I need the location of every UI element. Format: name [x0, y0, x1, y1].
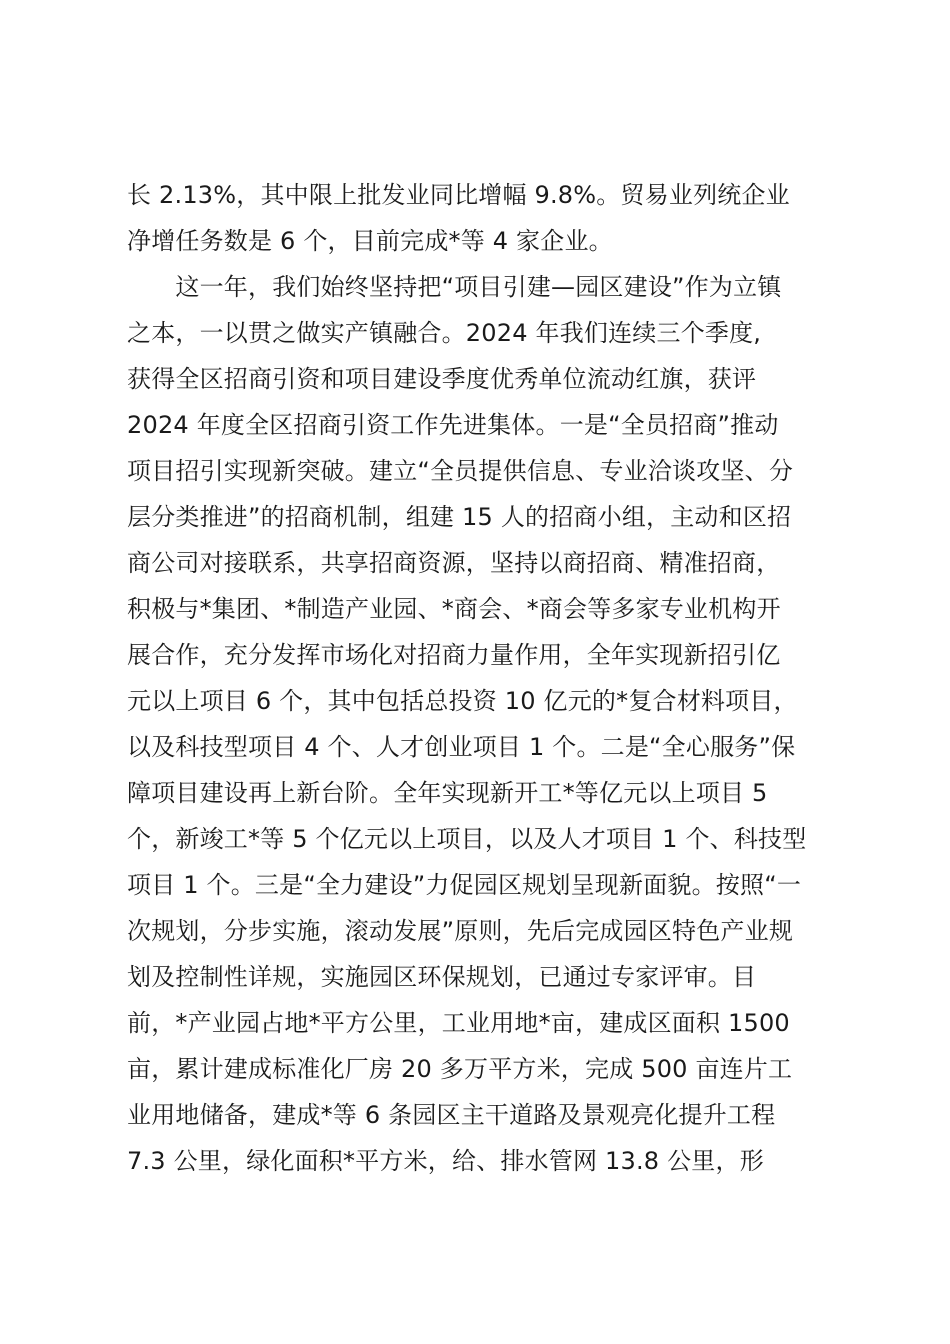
- text-line: 展合作，充分发挥市场化对招商力量作用，全年实现新招引亿: [127, 641, 781, 669]
- text-line: 障项目建设再上新台阶。全年实现新开工*等亿元以上项目 5: [127, 779, 768, 807]
- text-line: 积极与*集团、*制造产业园、*商会、*商会等多家专业机构开: [127, 595, 781, 623]
- paragraph-start-line: 这一年，我们始终坚持把“项目引建—园区建设”作为立镇: [127, 273, 782, 301]
- text-line: 划及控制性详规，实施园区环保规划，已通过专家评审。目: [127, 963, 757, 991]
- text-line: 项目 1 个。三是“全力建设”力促园区规划呈现新面貌。按照“一: [127, 871, 802, 899]
- text-line: 7.3 公里，绿化面积*平方米，给、排水管网 13.8 公里，形: [127, 1147, 764, 1175]
- text-line: 业用地储备，建成*等 6 条园区主干道路及景观亮化提升工程: [127, 1101, 776, 1129]
- text-line: 层分类推进”的招商机制，组建 15 人的招商小组，主动和区招: [127, 503, 792, 531]
- text-line: 前，*产业园占地*平方公里，工业用地*亩，建成区面积 1500: [127, 1009, 790, 1037]
- text-line: 长 2.13%，其中限上批发业同比增幅 9.8%。贸易业列统企业: [127, 181, 790, 209]
- text-line: 获得全区招商引资和项目建设季度优秀单位流动红旗，获评: [127, 365, 757, 393]
- text-line: 个，新竣工*等 5 个亿元以上项目，以及人才项目 1 个、科技型: [127, 825, 807, 853]
- text-line: 净增任务数是 6 个，目前完成*等 4 家企业。: [127, 227, 613, 255]
- text-line: 亩，累计建成标准化厂房 20 多万平方米，完成 500 亩连片工: [127, 1055, 793, 1083]
- text-line: 2024 年度全区招商引资工作先进集体。一是“全员招商”推动: [127, 411, 779, 439]
- text-line: 商公司对接联系，共享招商资源，坚持以商招商、精准招商，: [127, 549, 781, 577]
- text-line: 以及科技型项目 4 个、人才创业项目 1 个。二是“全心服务”保: [127, 733, 796, 761]
- text-line: 项目招引实现新突破。建立“全员提供信息、专业洽谈攻坚、分: [127, 457, 794, 485]
- text-line: 元以上项目 6 个，其中包括总投资 10 亿元的*复合材料项目，: [127, 687, 798, 715]
- body-text: [127, 172, 847, 1184]
- text-line: 之本，一以贯之做实产镇融合。2024 年我们连续三个季度,: [127, 319, 762, 347]
- text-line: 次规划，分步实施，滚动发展”原则，先后完成园区特色产业规: [127, 917, 794, 945]
